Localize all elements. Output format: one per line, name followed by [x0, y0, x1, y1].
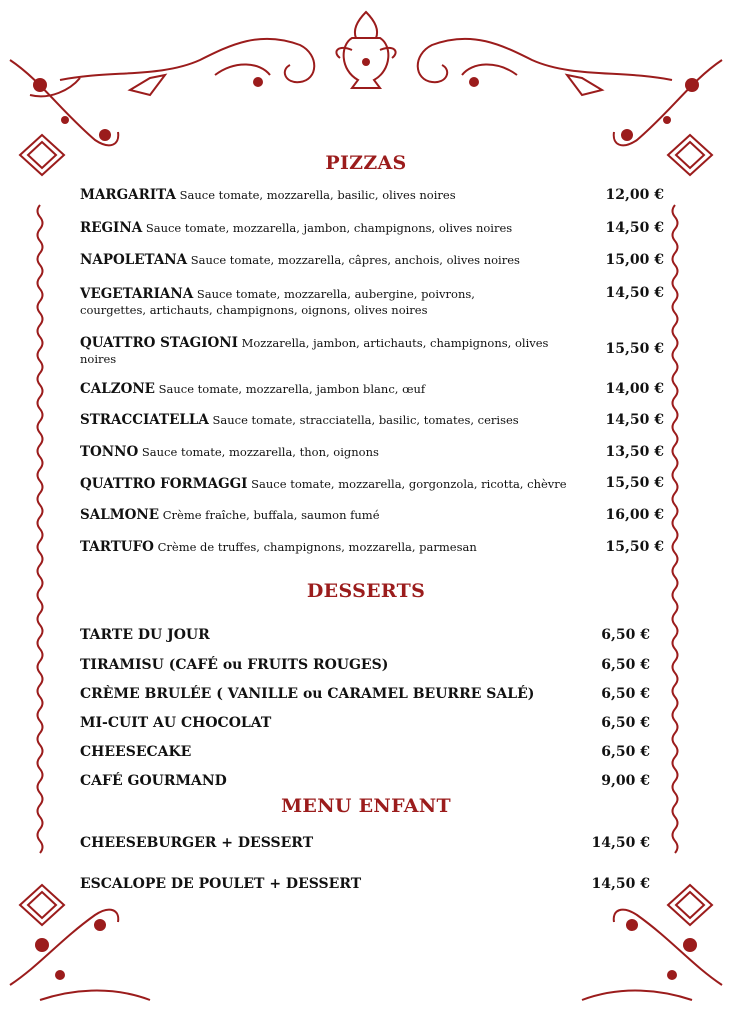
menu-item — [80, 412, 580, 428]
left-diamond-bottom — [20, 885, 64, 925]
item-price: 14,00 € — [605, 381, 664, 397]
item-price: 15,00 € — [605, 252, 664, 268]
item-price: 15,50 € — [605, 341, 664, 357]
menu-item — [80, 476, 590, 492]
item-price: 15,50 € — [605, 475, 664, 491]
dessert-price: 6,50 € — [601, 657, 650, 673]
menu-item — [80, 507, 580, 523]
item-name: STRACCIATELLA — [80, 412, 209, 428]
dessert-name: TARTE DU JOUR — [80, 627, 210, 643]
item-desc: Sauce tomate, mozzarella, thon, oignons — [141, 445, 379, 459]
left-wavy-border — [38, 205, 43, 853]
menu-item — [80, 187, 580, 203]
item-name: TARTUFO — [80, 539, 154, 555]
rose-ornament — [33, 78, 47, 92]
item-name: VEGETARIANA — [80, 286, 194, 302]
item-name: QUATTRO STAGIONI — [80, 335, 238, 351]
dessert-name: MI-CUIT AU CHOCOLAT — [80, 715, 272, 731]
item-price: 12,00 € — [605, 187, 664, 203]
item-desc: Sauce tomate, mozzarella, basilic, olives noires — [179, 188, 456, 202]
right-diamond-bottom — [668, 885, 712, 925]
item-name: REGINA — [80, 220, 143, 236]
dessert-price: 6,50 € — [601, 744, 650, 760]
menu-item — [80, 286, 520, 318]
top-scroll-right — [418, 39, 672, 82]
menu-item — [80, 381, 580, 397]
item-desc: Mozzarella, jambon, artichauts, champignons, olives noires — [80, 336, 549, 366]
item-desc: Sauce tomate, mozzarella, jambon blanc, œuf — [158, 382, 426, 396]
item-price: 13,50 € — [605, 444, 664, 460]
item-desc: Sauce tomate, mozzarella, jambon, champignons, olives noires — [145, 221, 513, 235]
dessert-name: TIRAMISU (CAFÉ ou FRUITS ROUGES) — [80, 657, 389, 673]
dessert-name: CAFÉ GOURMAND — [80, 773, 227, 789]
menu-item — [80, 444, 580, 460]
top-scroll-left — [60, 39, 314, 82]
item-name: CALZONE — [80, 381, 155, 397]
item-desc: Sauce tomate, mozzarella, aubergine, poivrons, courgettes, artichauts, champignons, oignons, olives noires — [80, 287, 475, 317]
menu-item — [80, 220, 580, 236]
desserts-title: DESSERTS — [306, 580, 426, 602]
item-name: NAPOLETANA — [80, 252, 188, 268]
dessert-price: 6,50 € — [601, 715, 650, 731]
right-wavy-border — [673, 205, 678, 853]
menu-item — [80, 252, 580, 268]
item-price: 14,50 € — [605, 412, 664, 428]
kids-item-price: 14,50 € — [591, 835, 650, 851]
item-price: 14,50 € — [605, 220, 664, 236]
dessert-price: 6,50 € — [601, 686, 650, 702]
item-price: 15,50 € — [605, 539, 664, 555]
item-price: 14,50 € — [605, 285, 664, 301]
kids-menu-title: MENU ENFANT — [281, 795, 451, 817]
item-name: TONNO — [80, 444, 139, 460]
pizzas-title: PIZZAS — [325, 152, 407, 174]
kids-item-name: ESCALOPE DE POULET + DESSERT — [80, 876, 362, 892]
item-price: 16,00 € — [605, 507, 664, 523]
dessert-name: CHEESECAKE — [80, 744, 192, 760]
kids-item-price: 14,50 € — [591, 876, 650, 892]
kids-item-name: CHEESEBURGER + DESSERT — [80, 835, 314, 851]
item-desc: Sauce tomate, mozzarella, gorgonzola, ricotta, chèvre — [251, 477, 567, 491]
menu-item — [80, 539, 580, 555]
item-name: QUATTRO FORMAGGI — [80, 476, 248, 492]
item-desc: Sauce tomate, stracciatella, basilic, tomates, cerises — [212, 413, 519, 427]
item-name: SALMONE — [80, 507, 160, 523]
dessert-name: CRÈME BRULÉE ( VANILLE ou CARAMEL BEURRE SALÉ) — [80, 686, 535, 702]
item-desc: Crème fraîche, buffala, saumon fumé — [162, 508, 380, 522]
menu-item — [80, 335, 575, 367]
dessert-price: 9,00 € — [601, 773, 650, 789]
dessert-price: 6,50 € — [601, 627, 650, 643]
item-desc: Sauce tomate, mozzarella, câpres, anchois, olives noires — [190, 253, 520, 267]
item-desc: Crème de truffes, champignons, mozzarella, parmesan — [157, 540, 477, 554]
item-name: MARGARITA — [80, 187, 176, 203]
